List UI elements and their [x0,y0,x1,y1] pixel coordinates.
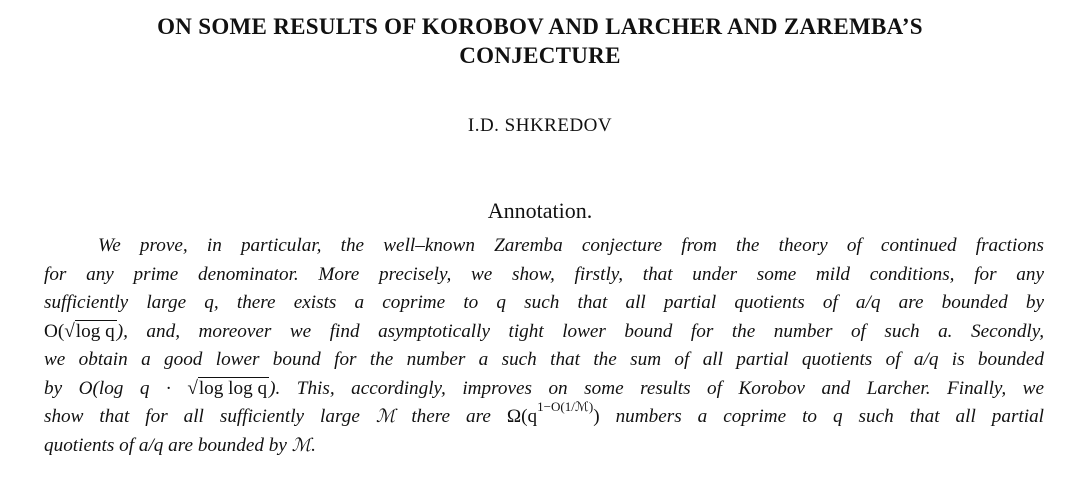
abstract-line-4-text: ), and, moreover we find asymptotically tight lower bound for the number of such a. Secondly, [116,320,1044,342]
abstract-line-1: We prove, in particular, the well–known Zaremba conjecture from the theory of continued fractions [98,235,1044,256]
big-o-open: O( [44,320,65,342]
abstract-line-7-suffix: numbers a coprime to q such that all partial [615,406,1045,427]
title-line-2: CONJECTURE [459,43,621,68]
abstract-line-6-prefix: by O(log q · [44,377,171,399]
abstract-heading: Annotation. [487,198,593,223]
abstract-line-2: for any prime denominator. More precisely, we show, firstly, that under some mild conditions, for any [44,263,1044,285]
abstract-line-7-mid: there are [411,406,491,427]
abstract-line-3: sufficiently large q, there exists a coprime to q such that all partial quotients of a/q are bounded by [44,292,1044,313]
omega-exponent: 1−O(1/ℳ) [537,398,594,414]
abstract-line-8-end: . [311,434,316,456]
omega-base: Ω(q [506,406,538,427]
calligraphic-m: ℳ [291,434,312,456]
sqrt-radicand: log q [75,320,115,342]
calligraphic-m: ℳ [375,406,396,427]
abstract-line-8-prefix: quotients of a/q are bounded by [44,434,287,456]
abstract-line-8 [44,432,1044,461]
abstract-line-7-prefix: show that for all sufficiently large [44,406,360,427]
author-name: I.D. SHKREDOV [467,115,613,136]
sqrt-radicand: log log q [198,377,268,399]
abstract-body [44,232,1044,460]
title-line-1: ON SOME RESULTS OF KOROBOV AND LARCHER AND ZAREMBA’S [157,14,923,39]
omega-close: ) [593,406,600,427]
omega-expression [506,398,600,427]
abstract-line-6-text: ). This, accordingly, improves on some results of Korobov and Larcher. Finally, we [269,377,1045,399]
paper-title [40,12,1040,70]
abstract-line-4 [44,318,1044,347]
abstract-line-5: we obtain a good lower bound for the number a such that the sum of all partial quotients of a/q is bounded [44,349,1044,370]
sqrt-log-log-q: √log log q [187,377,268,399]
sqrt-log-q: √log q [64,320,115,342]
abstract-line-7 [44,398,1045,432]
